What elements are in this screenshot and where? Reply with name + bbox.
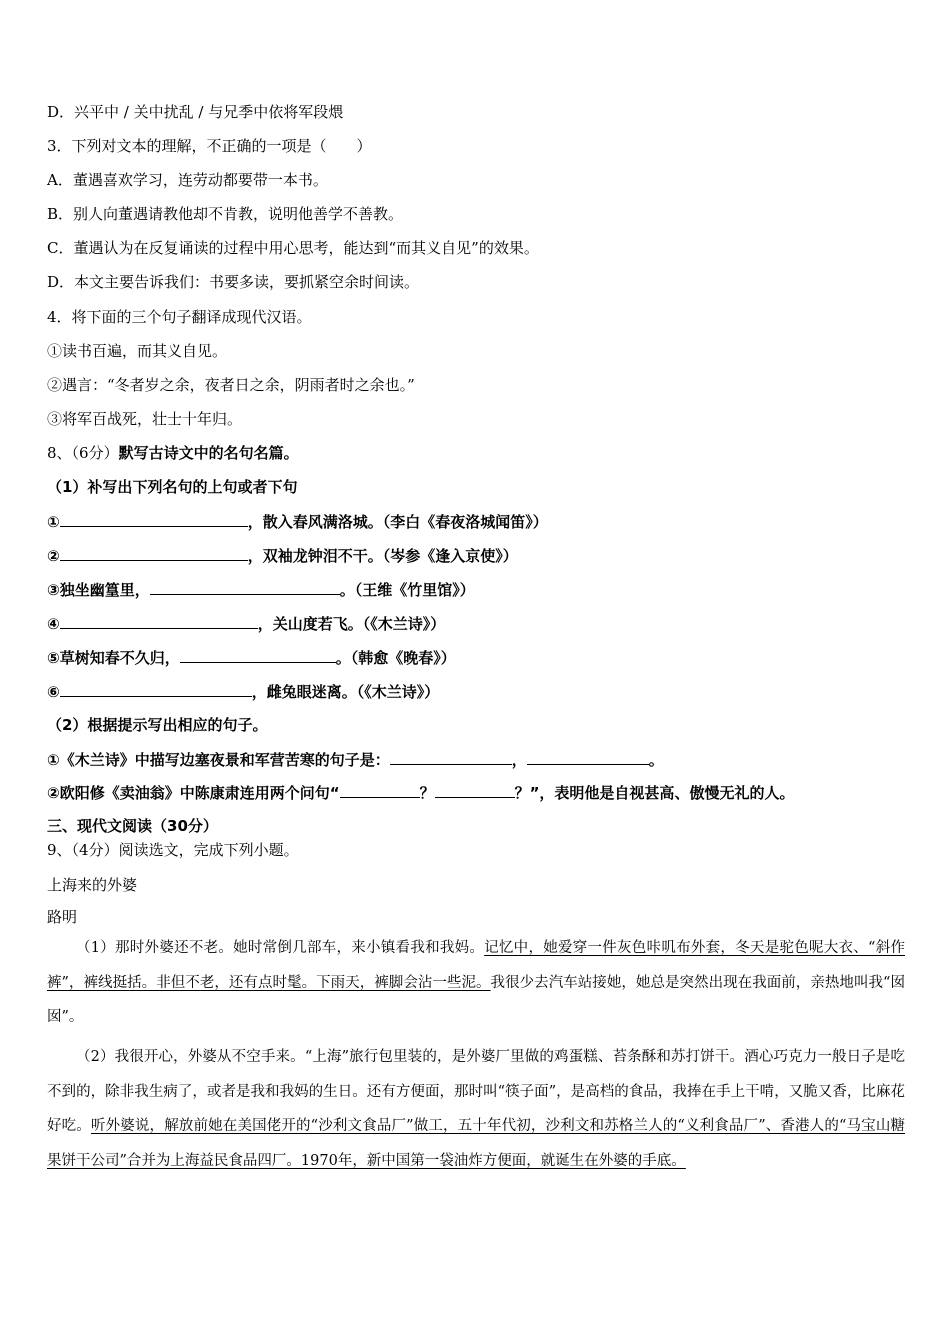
option-b-q3: B．别人向董遇请教他却不肯教，说明他善学不善教。 bbox=[47, 205, 404, 223]
p2-underlined: 听外婆说，解放前她在美国佬开的“沙利文食品厂”做工，五十年代初，沙利文和苏格兰人的“义利食品厂”、香港人的“马宝山糖果饼干公司”合并为上海益民食品四厂。1970年，新中国第一袋油炸方便面，就诞生在外婆的手底。 bbox=[47, 1118, 906, 1169]
answer-blank[interactable] bbox=[527, 749, 649, 765]
article-title: 上海来的外婆 bbox=[47, 876, 138, 894]
item-5-source: 。（韩愈《晚春》） bbox=[335, 649, 456, 667]
option-d-q2: D．兴平中 / 关中扰乱 / 与兄季中依将军段煨 bbox=[47, 103, 344, 121]
p1-lead: （1）那时外婆还不老。她时常倒几部车，来小镇看我和我妈。 bbox=[76, 940, 485, 956]
period: 。 bbox=[648, 751, 664, 769]
q4-sentence-2: ②遇言：“冬者岁之余，夜者日之余，阴雨者时之余也。” bbox=[47, 376, 415, 394]
q4-sentence-1: ①读书百遍，而其义自见。 bbox=[47, 342, 228, 360]
q8-part-2: （2）根据提示写出相应的句子。 bbox=[47, 716, 268, 734]
q8-score: 8、（6分） bbox=[47, 444, 119, 462]
section-3-title: 三、现代文阅读（30分） bbox=[47, 817, 218, 835]
option-a-q3: A．董遇喜欢学习，连劳动都要带一本书。 bbox=[47, 171, 328, 189]
answer-blank[interactable] bbox=[150, 579, 340, 595]
answer-blank[interactable] bbox=[60, 681, 252, 697]
q8-item-1 bbox=[47, 511, 548, 532]
answer-blank[interactable] bbox=[60, 511, 248, 527]
article-paragraph-2 bbox=[47, 1040, 905, 1178]
article-paragraph-1 bbox=[47, 931, 905, 1035]
option-c-q3: C．董遇认为在反复诵读的过程中用心思考，能达到“而其义自见”的效果。 bbox=[47, 239, 539, 257]
comma: ， bbox=[511, 751, 527, 769]
q8-part2-item-1 bbox=[47, 749, 664, 770]
answer-blank[interactable] bbox=[60, 545, 248, 561]
part2-item-2-text: ②欧阳修《卖油翁》中陈康肃连用两个问句“ bbox=[47, 784, 340, 802]
answer-blank[interactable] bbox=[340, 782, 420, 798]
question-4: 4．将下面的三个句子翻译成现代汉语。 bbox=[47, 308, 312, 326]
item-4-text: ，关山度若飞。（《木兰诗》） bbox=[257, 615, 446, 633]
answer-blank[interactable] bbox=[180, 647, 336, 663]
item-2-text: ，双袖龙钟泪不干。（岑参《逢入京使》） bbox=[247, 547, 518, 565]
question-mark: ？ bbox=[419, 784, 435, 802]
item-2-marker: ② bbox=[47, 547, 60, 565]
item-5-text: ⑤草树知春不久归， bbox=[47, 649, 180, 667]
q8-item-3 bbox=[47, 579, 475, 600]
item-3-source: 。（王维《竹里馆》） bbox=[339, 581, 475, 599]
q8-item-4 bbox=[47, 613, 445, 634]
q8-instruction: 默写古诗文中的名句名篇。 bbox=[118, 444, 299, 462]
q8-item-6 bbox=[47, 681, 439, 702]
part2-item-2-tail: ？”，表明他是自视甚高、傲慢无礼的人。 bbox=[514, 784, 795, 802]
option-d-q3: D．本文主要告诉我们：书要多读，要抓紧空余时间读。 bbox=[47, 273, 420, 291]
answer-blank[interactable] bbox=[435, 782, 515, 798]
p2-lead: （2）我很开心，外婆从不空手来。“上海”旅行包里装的，是外婆厂里做的鸡蛋糕、苔条酥和苏打饼干。酒心巧克力一般日子是吃不到的，除非我生病了，或者是我和我妈的生日。还有方便面，那时叫“筷子面”，是高档的食品，我捧在手上干啃，又脆又香，比麻花好吃。 bbox=[47, 1049, 905, 1134]
question-9: 9、（4分）阅读选文，完成下列小题。 bbox=[47, 841, 299, 859]
item-6-text: ，雌兔眼迷离。（《木兰诗》） bbox=[251, 683, 440, 701]
item-4-marker: ④ bbox=[47, 615, 60, 633]
part2-item-1-text: ①《木兰诗》中描写边塞夜景和军营苦寒的句子是： bbox=[47, 751, 390, 769]
item-6-marker: ⑥ bbox=[47, 683, 60, 701]
q8-item-2 bbox=[47, 545, 518, 566]
article-author: 路明 bbox=[47, 908, 78, 926]
question-3: 3．下列对文本的理解，不正确的一项是（ ） bbox=[47, 137, 372, 155]
p1-tail: 我很少去汽车站接她，她总是突然出现在我面前，亲热地叫我“囡囡”。 bbox=[47, 974, 905, 1025]
question-8-header bbox=[47, 443, 299, 463]
p1-underlined: 记忆中，她爱穿一件灰色咔叽布外套，冬天是驼色呢大衣、“斜作裤”，裤线挺括。非但不老，还有点时髦。下雨天，裤脚会沾一些泥。 bbox=[47, 940, 905, 991]
answer-blank[interactable] bbox=[390, 749, 512, 765]
item-1-text: ，散入春风满洛城。（李白《春夜洛城闻笛》） bbox=[247, 513, 548, 531]
answer-blank[interactable] bbox=[60, 613, 258, 629]
q4-sentence-3: ③将军百战死，壮士十年归。 bbox=[47, 410, 243, 428]
q8-part2-item-2 bbox=[47, 782, 794, 803]
q8-item-5 bbox=[47, 647, 456, 668]
item-3-text: ③独坐幽篁里， bbox=[47, 581, 150, 599]
item-1-marker: ① bbox=[47, 513, 60, 531]
q8-part-1: （1）补写出下列名句的上句或者下句 bbox=[47, 478, 298, 496]
